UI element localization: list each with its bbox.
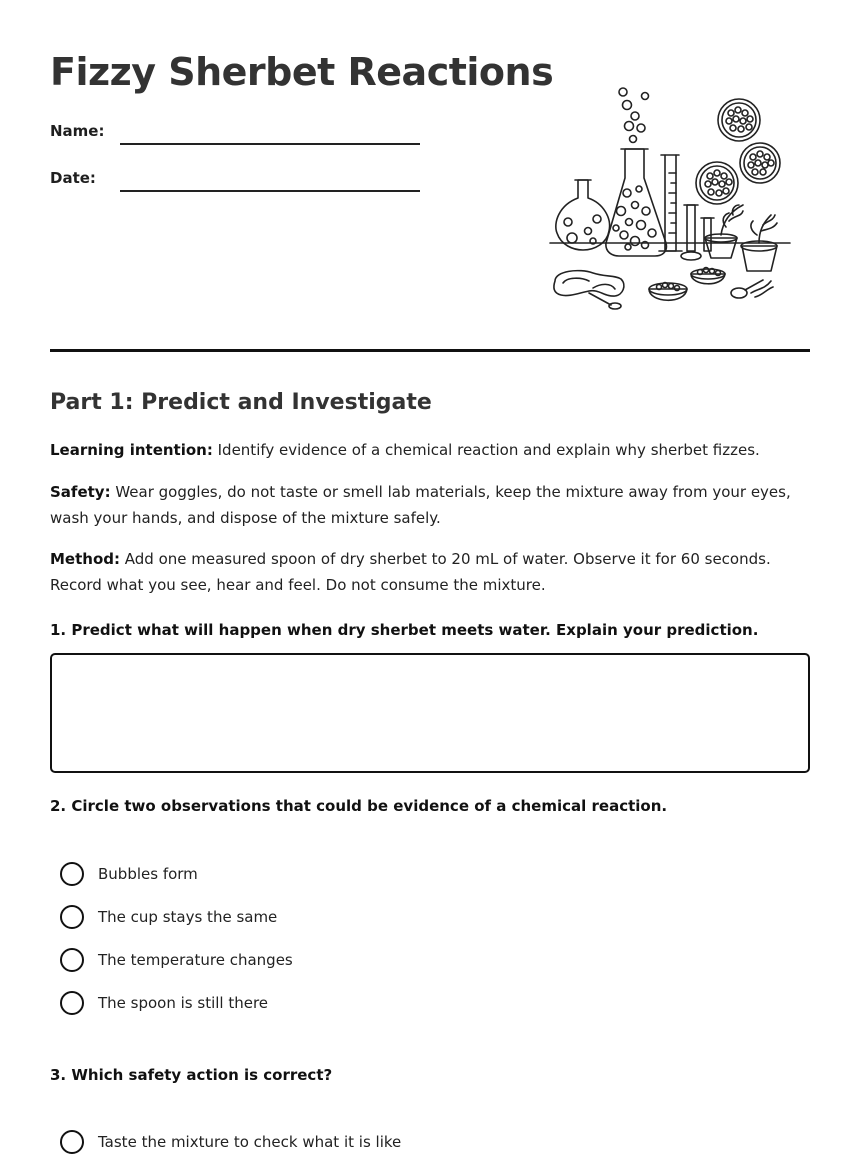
method-label: Method: [50, 550, 120, 568]
method-note [50, 546, 812, 598]
learning-intention-text: Identify evidence of a chemical reaction and explain why sherbet fizzes. [212, 441, 760, 459]
q3-option-label: Taste the mixture to check what it is like [98, 1133, 402, 1151]
choice-circle-icon[interactable] [60, 862, 84, 886]
q2-option[interactable] [60, 990, 268, 1016]
q3-option[interactable] [60, 1129, 401, 1155]
worksheet-title: Fizzy Sherbet Reactions [50, 50, 554, 94]
q2-option-label: The temperature changes [98, 951, 293, 969]
q2-option-label: Bubbles form [98, 865, 198, 883]
q2-option[interactable] [60, 947, 293, 973]
choice-circle-icon[interactable] [60, 905, 84, 929]
choice-circle-icon[interactable] [60, 948, 84, 972]
date-line[interactable] [120, 190, 420, 192]
part1-heading: Part 1: Predict and Investigate [50, 390, 432, 415]
choice-circle-icon[interactable] [60, 991, 84, 1015]
name-label: Name: [50, 122, 105, 140]
learning-intention [50, 437, 812, 463]
method-text: Add one measured spoon of dry sherbet to 20 mL of water. Observe it for 60 seconds. Record what you see, hear and feel. Do not consume the mixture. [50, 550, 771, 594]
question-1-answer-box[interactable] [50, 653, 810, 773]
section-divider [50, 349, 810, 352]
q2-option-label: The spoon is still there [98, 994, 269, 1012]
question-1: 1. Predict what will happen when dry sherbet meets water. Explain your prediction. [50, 621, 759, 639]
choice-circle-icon[interactable] [60, 1130, 84, 1154]
question-2: 2. Circle two observations that could be evidence of a chemical reaction. [50, 797, 668, 815]
date-label: Date: [50, 169, 96, 187]
q2-option[interactable] [60, 904, 277, 930]
safety-note [50, 479, 812, 531]
safety-text: Wear goggles, do not taste or smell lab materials, keep the mixture away from your eyes, wash your hands, and dispose of the mixture safely. [50, 483, 791, 527]
chemistry-lab-equipment-icon [545, 83, 805, 315]
name-line[interactable] [120, 143, 420, 145]
q2-option[interactable] [60, 861, 198, 887]
q2-option-label: The cup stays the same [98, 908, 278, 926]
question-3: 3. Which safety action is correct? [50, 1066, 333, 1084]
learning-intention-label: Learning intention: [50, 441, 213, 459]
safety-label: Safety: [50, 483, 111, 501]
